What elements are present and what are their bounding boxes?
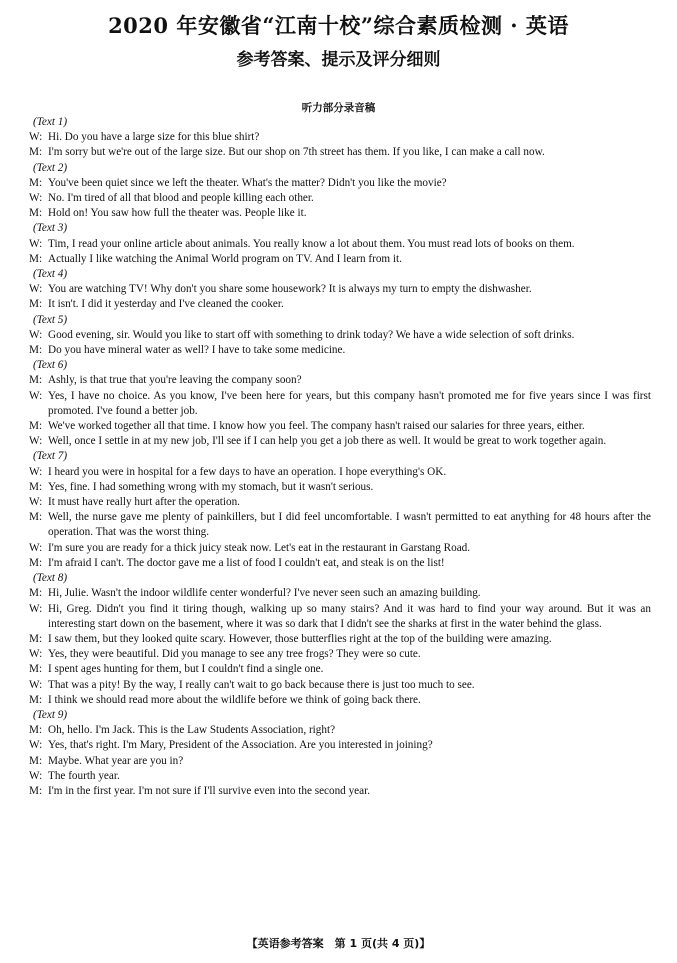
page-subtitle: 参考答案、提示及评分细则 xyxy=(236,50,441,70)
dialogue-line xyxy=(29,480,651,495)
dialogue-line xyxy=(29,738,651,753)
speaker-label: M: xyxy=(29,724,43,737)
speaker-label: M: xyxy=(29,480,43,493)
dialogue-line xyxy=(29,754,651,769)
speaker-label: M: xyxy=(29,176,43,189)
text-section-label: (Text 4) xyxy=(33,268,68,281)
dialogue-line xyxy=(29,693,651,708)
dialogue-line xyxy=(29,191,651,206)
dialogue-line xyxy=(29,419,651,434)
dialogue-text: The fourth year. xyxy=(48,769,120,782)
dialogue-line xyxy=(29,130,651,145)
dialogue-text: Maybe. What year are you in? xyxy=(48,754,184,767)
dialogue-text: I think we should read more about the wildlife before we think of going back there. xyxy=(48,693,421,706)
dialogue-text: Hi, Julie. Wasn't the indoor wildlife center wonderful? I've never seen such an amazing building. xyxy=(48,587,481,600)
speaker-label: W: xyxy=(29,131,43,144)
text-section-label: (Text 2) xyxy=(33,161,68,174)
page-title: 2020 年安徽省“江南十校”综合素质检测 · 英语 xyxy=(108,13,569,38)
speaker-label: W: xyxy=(29,283,43,296)
dialogue-text: Do you have mineral water as well? I have to take some medicine. xyxy=(48,344,346,357)
dialogue-text: Yes, they were beautiful. Did you manage to see any tree frogs? They were so cute. xyxy=(48,648,421,661)
speaker-label: W: xyxy=(29,678,43,691)
speaker-label: W: xyxy=(29,739,43,752)
speaker-label: M: xyxy=(29,374,43,387)
speaker-label: W: xyxy=(29,465,43,478)
listening-transcript xyxy=(29,115,651,799)
dialogue-text: It isn't. I did it yesterday and I've cleaned the cooker. xyxy=(48,298,284,311)
speaker-label: M: xyxy=(29,344,43,357)
dialogue-line xyxy=(29,206,651,221)
speaker-label: M: xyxy=(29,632,43,645)
speaker-label: W: xyxy=(29,389,43,402)
dialogue-line xyxy=(29,176,651,191)
dialogue-line xyxy=(29,373,651,388)
speaker-label: M: xyxy=(29,207,43,220)
dialogue-text: No. I'm tired of all that blood and people killing each other. xyxy=(48,192,314,205)
dialogue-text: It must have really hurt after the operation. xyxy=(48,496,240,509)
dialogue-line xyxy=(29,328,651,343)
section-title: 听力部分录音稿 xyxy=(301,102,376,114)
dialogue-line xyxy=(29,647,651,662)
speaker-label: M: xyxy=(29,587,43,600)
dialogue-text: Hi. Do you have a large size for this blue shirt? xyxy=(48,131,260,144)
dialogue-text: Ashly, is that true that you're leaving the company soon? xyxy=(48,374,302,387)
dialogue-text: I'm sorry but we're out of the large size. But our shop on 7th street has them. If you like, I can make a call now. xyxy=(48,146,545,159)
dialogue-line xyxy=(29,343,651,358)
dialogue-text: I'm afraid I can't. The doctor gave me a list of food I couldn't eat, and steak is on the list! xyxy=(48,556,445,569)
speaker-label: M: xyxy=(29,420,43,433)
dialogue-text: Hi, Greg. Didn't you find it tiring though, walking up so many stairs? And it was hard to find your way around. But it was an interesting start down on the basement, where it was so dark that I didn't see the sharks at first in the water behind the glass. xyxy=(48,602,651,630)
speaker-label: W: xyxy=(29,496,43,509)
dialogue-line xyxy=(29,297,651,312)
dialogue-line xyxy=(29,237,651,252)
dialogue-text: I spent ages hunting for them, but I couldn't find a single one. xyxy=(48,663,324,676)
dialogue-line xyxy=(29,252,651,267)
dialogue-line xyxy=(29,541,651,556)
dialogue-text: Oh, hello. I'm Jack. This is the Law Students Association, right? xyxy=(48,724,336,737)
text-section-label: (Text 3) xyxy=(33,222,68,235)
dialogue-text: Yes, fine. I had something wrong with my stomach, but it wasn't serious. xyxy=(48,480,374,493)
speaker-label: M: xyxy=(29,298,43,311)
dialogue-text: Well, the nurse gave me plenty of painkillers, but I did feel uncomfortable. I wasn't permitted to eat anything for 48 hours after the operation. That was the worst thing. xyxy=(48,511,651,539)
text-section-label: (Text 6) xyxy=(33,359,68,372)
dialogue-text: Tim, I read your online article about animals. You really know a lot about them. You must read lots of books on them. xyxy=(48,237,575,250)
text-section-label: (Text 9) xyxy=(33,708,68,721)
dialogue-line xyxy=(29,769,651,784)
dialogue-line xyxy=(29,602,651,632)
speaker-label: W: xyxy=(29,192,43,205)
dialogue-line xyxy=(29,723,651,738)
dialogue-text: Actually I like watching the Animal World program on TV. And I learn from it. xyxy=(48,252,402,265)
speaker-label: W: xyxy=(29,541,43,554)
dialogue-line xyxy=(29,510,651,540)
speaker-label: M: xyxy=(29,693,43,706)
speaker-label: W: xyxy=(29,648,43,661)
speaker-label: M: xyxy=(29,146,43,159)
dialogue-text: Hold on! You saw how full the theater was. People like it. xyxy=(48,207,307,220)
dialogue-text: Well, once I settle in at my new job, I'll see if I can help you get a job there as well. It would be great to work together again. xyxy=(48,435,607,448)
speaker-label: W: xyxy=(29,602,43,615)
dialogue-line xyxy=(29,389,651,419)
dialogue-line xyxy=(29,678,651,693)
speaker-label: M: xyxy=(29,252,43,265)
dialogue-line xyxy=(29,556,651,571)
speaker-label: M: xyxy=(29,663,43,676)
dialogue-line xyxy=(29,465,651,480)
speaker-label: M: xyxy=(29,511,43,524)
dialogue-text: I'm sure you are ready for a thick juicy steak now. Let's eat in the restaurant in Garstang Road. xyxy=(48,541,471,554)
dialogue-text: You are watching TV! Why don't you share some housework? It is always my turn to empty the dishwasher. xyxy=(48,283,532,296)
speaker-label: W: xyxy=(29,237,43,250)
dialogue-text: I'm in the first year. I'm not sure if I'll survive even into the second year. xyxy=(48,784,371,797)
dialogue-text: I saw them, but they looked quite scary. However, those butterflies right at the top of the building were amazing. xyxy=(48,632,552,645)
dialogue-line xyxy=(29,632,651,647)
text-section-label: (Text 5) xyxy=(33,313,68,326)
dialogue-text: Yes, I have no choice. As you know, I've been here for years, but this company hasn't promoted me for five years since I was first promoted. I've found a better job. xyxy=(48,389,651,417)
dialogue-line xyxy=(29,434,651,449)
dialogue-line xyxy=(29,145,651,160)
dialogue-line xyxy=(29,495,651,510)
dialogue-text: We've worked together all that time. I know how you feel. The company hasn't raised our salaries for three years, either. xyxy=(48,420,585,433)
dialogue-line xyxy=(29,282,651,297)
text-section-label: (Text 8) xyxy=(33,572,68,585)
speaker-label: W: xyxy=(29,769,43,782)
dialogue-text: You've been quiet since we left the theater. What's the matter? Didn't you like the movie? xyxy=(48,176,447,189)
text-section-label: (Text 7) xyxy=(33,450,68,463)
speaker-label: M: xyxy=(29,556,43,569)
speaker-label: M: xyxy=(29,754,43,767)
speaker-label: W: xyxy=(29,328,43,341)
dialogue-line xyxy=(29,662,651,677)
dialogue-text: I heard you were in hospital for a few days to have an operation. I hope everything's OK. xyxy=(48,465,447,478)
dialogue-text: Good evening, sir. Would you like to start off with something to drink today? We have a wide selection of soft drinks. xyxy=(48,328,575,341)
speaker-label: M: xyxy=(29,784,43,797)
dialogue-line xyxy=(29,784,651,799)
dialogue-line xyxy=(29,586,651,601)
text-section-label: (Text 1) xyxy=(33,116,68,128)
dialogue-text: Yes, that's right. I'm Mary, President of the Association. Are you interested in joining? xyxy=(48,739,433,752)
speaker-label: W: xyxy=(29,435,43,448)
page-footer: 【英语参考答案 第 1 页(共 4 页)】 xyxy=(246,937,431,950)
dialogue-text: That was a pity! By the way, I really can't wait to go back because there is just too much to see. xyxy=(48,678,475,691)
